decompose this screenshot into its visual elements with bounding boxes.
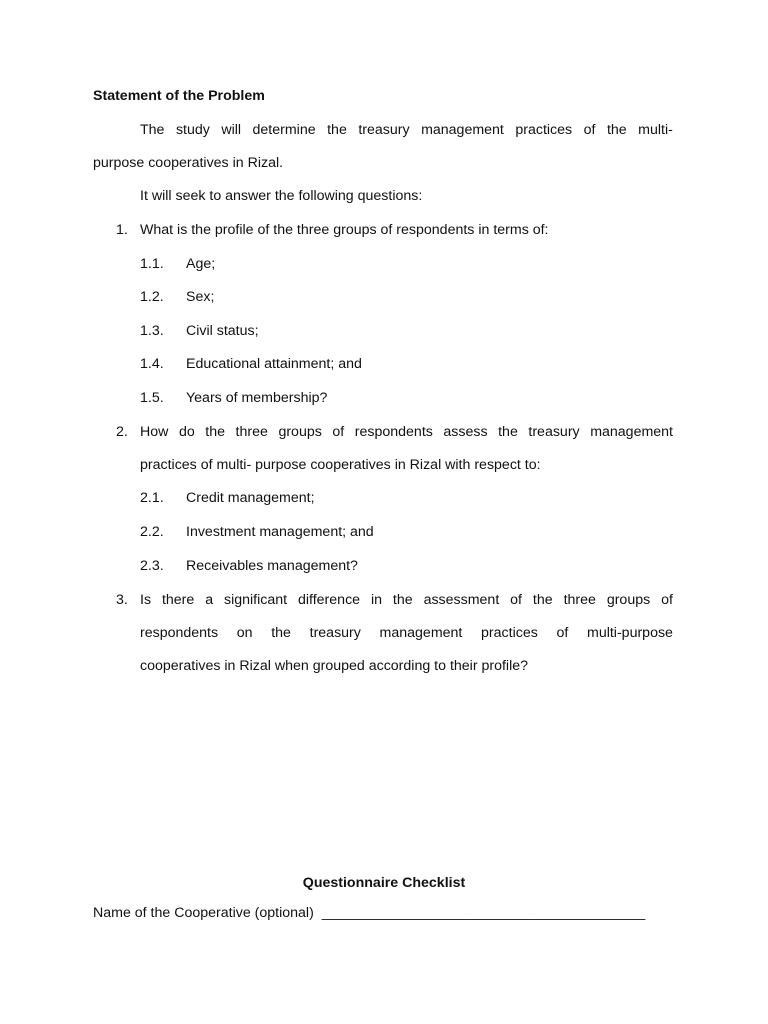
word: will <box>221 122 242 138</box>
word: of <box>583 122 596 138</box>
word: practices <box>515 122 573 138</box>
cooperative-name-blank[interactable]: _________________________________________ <box>321 905 646 921</box>
cooperative-name-row <box>93 904 645 922</box>
question-1-number: 1. <box>116 222 128 238</box>
subitem-number: 1.3. <box>140 323 164 339</box>
word: management <box>421 122 504 138</box>
word: the <box>606 122 627 138</box>
subitem-text: Credit management; <box>186 490 315 506</box>
subitem-number: 1.2. <box>140 289 164 305</box>
word: assessment <box>423 592 500 608</box>
word: do <box>178 424 195 440</box>
question-3-number: 3. <box>116 592 128 608</box>
subitem-text: Age; <box>186 256 216 272</box>
word: groups <box>278 424 322 440</box>
word: multi-purpose <box>587 625 673 641</box>
subitem-number: 1.1. <box>140 256 164 272</box>
word: of <box>556 625 569 641</box>
subitem-text: Investment management; and <box>186 524 374 540</box>
word: the <box>532 592 553 608</box>
word: the <box>392 592 413 608</box>
question-2-line-1 <box>140 423 673 441</box>
subitem-number: 2.3. <box>140 558 164 574</box>
subitem-number: 1.4. <box>140 356 164 372</box>
word: the <box>271 625 291 641</box>
subitem-text: Receivables management? <box>186 558 358 574</box>
word: treasury <box>358 122 410 138</box>
word: of <box>510 592 523 608</box>
subitem-text: Years of membership? <box>186 390 328 406</box>
word: respondents <box>140 625 219 641</box>
word: practices <box>481 625 538 641</box>
subitem-text: Educational attainment; and <box>186 356 362 372</box>
word: Is <box>140 592 152 608</box>
word: assess <box>443 424 488 440</box>
question-3-line-1 <box>140 591 673 609</box>
intro-line-3: It will seek to answer the following questions: <box>140 188 423 204</box>
question-2-line-2: practices of multi- purpose cooperatives in Rizal with respect to: <box>140 457 541 473</box>
word: a <box>205 592 214 608</box>
word: multi- <box>638 122 673 138</box>
intro-line-2: purpose cooperatives in Rizal. <box>93 155 284 171</box>
question-1-text: What is the profile of the three groups of respondents in terms of: <box>140 222 549 238</box>
word: the <box>327 122 347 138</box>
word: significant <box>224 592 288 608</box>
word: of <box>332 424 345 440</box>
subitem-text: Sex; <box>186 289 215 305</box>
word: determine <box>252 122 316 138</box>
questionnaire-title: Questionnaire Checklist <box>302 875 466 891</box>
word: management <box>590 424 673 440</box>
word: respondents <box>354 424 433 440</box>
word: treasury <box>528 424 580 440</box>
word: three <box>563 592 596 608</box>
word: difference <box>298 592 361 608</box>
word: The <box>140 122 165 138</box>
cooperative-name-label: Name of the Cooperative (optional) <box>93 905 314 921</box>
subitem-number: 1.5. <box>140 390 164 406</box>
word: management <box>379 625 463 641</box>
word: in <box>370 592 383 608</box>
word: How <box>140 424 169 440</box>
subitem-text: Civil status; <box>186 323 259 339</box>
question-3-line-2 <box>140 624 673 642</box>
word: there <box>161 592 195 608</box>
question-2-number: 2. <box>116 424 128 440</box>
subitem-number: 2.1. <box>140 490 164 506</box>
question-3-line-3: cooperatives in Rizal when grouped according to their profile? <box>140 658 529 674</box>
section-title: Statement of the Problem <box>93 88 265 104</box>
intro-line-1 <box>140 121 673 139</box>
word: of <box>661 592 673 608</box>
word: on <box>236 625 253 641</box>
word: the <box>498 424 518 440</box>
word: three <box>235 424 268 440</box>
word: treasury <box>309 625 361 641</box>
word: study <box>175 122 210 138</box>
subitem-number: 2.2. <box>140 524 164 540</box>
word: the <box>205 424 225 440</box>
word: groups <box>606 592 651 608</box>
